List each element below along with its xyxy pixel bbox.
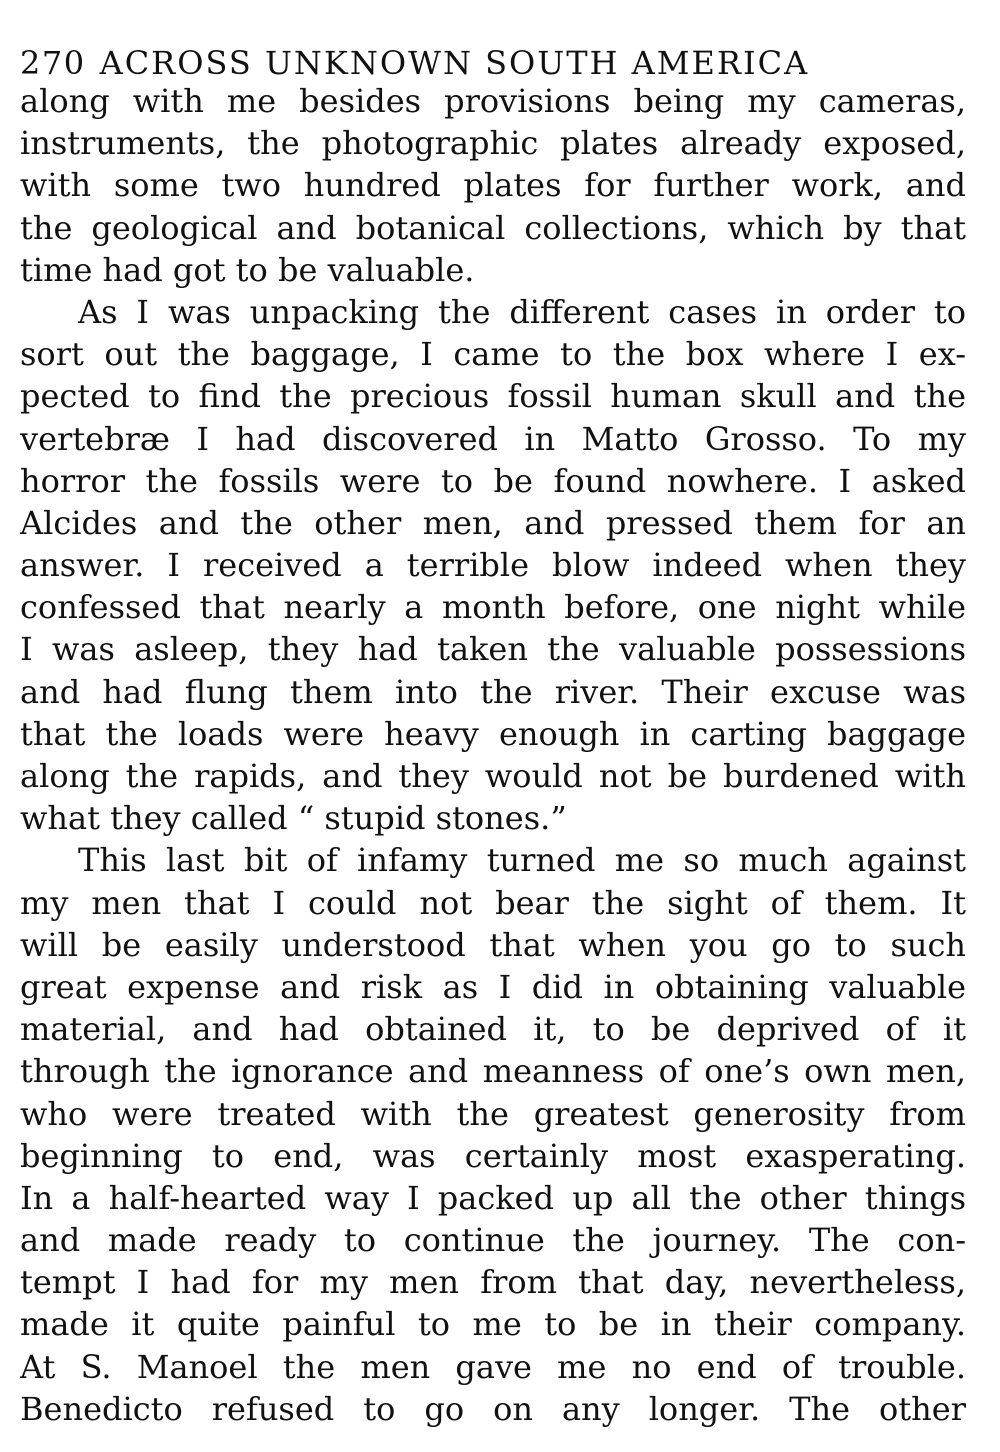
text-line: through the ignorance and meanness of one’s own men, (20, 1052, 966, 1091)
text-line: answer. I received a terrible blow indeed when they (20, 546, 966, 585)
text-line: This last bit of infamy turned me so much against (78, 841, 966, 880)
running-head (20, 0, 966, 82)
text-line: I was asleep, they had taken the valuable possessions (20, 630, 966, 669)
text-line: and made ready to continue the journey. The con- (20, 1221, 966, 1260)
text-line: that the loads were heavy enough in carting baggage (20, 714, 966, 753)
text-line: At S. Manoel the men gave me no end of trouble. (20, 1347, 966, 1386)
text-line: great expense and risk as I did in obtaining valuable (20, 967, 966, 1006)
book-page (20, 0, 966, 1430)
text-line: Alcides and the other men, and pressed them for an (20, 503, 966, 542)
text-line: instruments, the photographic plates already exposed, (20, 124, 966, 163)
text-line: sort out the baggage, I came to the box where I ex- (20, 335, 966, 374)
text-line: what they called “ stupid stones.” (20, 799, 567, 838)
text-line: and had flung them into the river. Their excuse was (20, 672, 966, 711)
text-line: the geological and botanical collections, which by that (20, 208, 966, 247)
text-line: In a half-hearted way I packed up all the other things (20, 1178, 966, 1217)
text-line: material, and had obtained it, to be deprived of it (20, 1010, 966, 1049)
text-line: tempt I had for my men from that day, nevertheless, (20, 1263, 966, 1302)
text-line: will be easily understood that when you go to such (20, 925, 966, 964)
book-title: ACROSS UNKNOWN SOUTH AMERICA (99, 44, 810, 82)
text-line: beginning to end, was certainly most exasperating. (20, 1136, 966, 1175)
text-line: horror the fossils were to be found nowhere. I asked (20, 461, 966, 500)
text-line: As I was unpacking the different cases in order to (78, 292, 966, 331)
body-text (20, 80, 966, 1430)
text-line: vertebræ I had discovered in Matto Grosso. To my (20, 419, 966, 458)
text-line: along the rapids, and they would not be burdened with (20, 757, 966, 795)
text-line: time had got to be valuable. (20, 250, 475, 289)
text-line: pected to find the precious fossil human skull and the (20, 377, 966, 416)
text-line: with some two hundred plates for further work, and (20, 166, 966, 205)
text-line: who were treated with the greatest generosity from (20, 1094, 966, 1133)
page-number: 270 (20, 44, 86, 82)
text-line: Benedicto refused to go on any longer. The other (20, 1389, 966, 1428)
text-line: confessed that nearly a month before, one night while (20, 588, 966, 627)
text-line: my men that I could not bear the sight of them. It (20, 883, 966, 922)
text-line: along with me besides provisions being my cameras, (20, 82, 966, 120)
text-line: made it quite painful to me to be in their company. (20, 1305, 966, 1344)
